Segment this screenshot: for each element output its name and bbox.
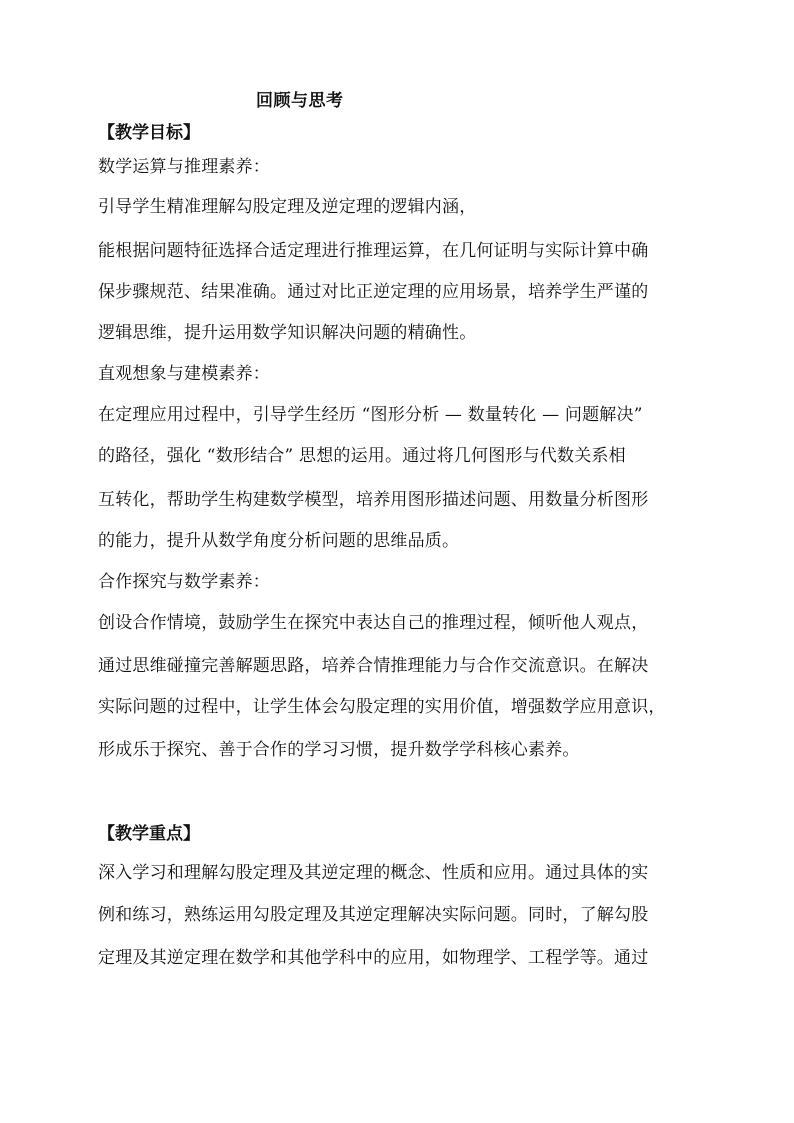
objectives-paragraph-line: 实际问题的过程中，让学生体会勾股定理的实用价值，增强数学应用意识， [98, 697, 666, 717]
objectives-subheading-cooperation: 合作探究与数学素养： [98, 572, 270, 592]
objectives-paragraph-line: 的路径，强化 “数形结合” 思想的运用。通过将几何图形与代数关系相 [98, 446, 626, 466]
objectives-paragraph-line: 互转化，帮助学生构建数学模型，培养用图形描述问题、用数量分析图形 [98, 490, 649, 510]
objectives-paragraph-line: 创设合作情境，鼓励学生在探究中表达自己的推理过程，倾听他人观点， [98, 613, 649, 633]
objectives-paragraph-line: 形成乐于探究、善于合作的学习习惯，提升数学学科核心素养。 [98, 740, 580, 760]
key-points-paragraph-line: 例和练习，熟练运用勾股定理及其逆定理解决实际问题。同时，了解勾股 [98, 905, 649, 925]
key-points-paragraph-line: 深入学习和理解勾股定理及其逆定理的概念、性质和应用。通过具体的实 [98, 863, 649, 883]
objectives-paragraph-line: 保步骤规范、结果准确。通过对比正逆定理的应用场景，培养学生严谨的 [98, 282, 649, 302]
document-title: 回顾与思考 [256, 91, 344, 111]
objectives-paragraph-line: 的能力，提升从数学角度分析问题的思维品质。 [98, 531, 460, 551]
objectives-paragraph-line: 在定理应用过程中，引导学生经历 “图形分析 — 数量转化 — 问题解决” [98, 405, 643, 425]
key-points-paragraph-line: 定理及其逆定理在数学和其他学科中的应用，如物理学、工程学等。通过 [98, 948, 649, 968]
key-points-heading: 【教学重点】 [98, 824, 200, 844]
objectives-subheading-math-reasoning: 数学运算与推理素养： [98, 157, 270, 177]
objectives-paragraph-line: 通过思维碰撞完善解题思路，培养合情推理能力与合作交流意识。在解决 [98, 656, 649, 676]
objectives-heading: 【教学目标】 [98, 123, 200, 143]
objectives-paragraph-line: 能根据问题特征选择合适定理进行推理运算，在几何证明与实际计算中确 [98, 241, 649, 261]
objectives-subheading-intuitive-modeling: 直观想象与建模素养： [98, 364, 270, 384]
objectives-paragraph-line: 逻辑思维，提升运用数学知识解决问题的精确性。 [98, 323, 477, 343]
objectives-paragraph-line: 引导学生精准理解勾股定理及逆定理的逻辑内涵， [98, 197, 477, 217]
